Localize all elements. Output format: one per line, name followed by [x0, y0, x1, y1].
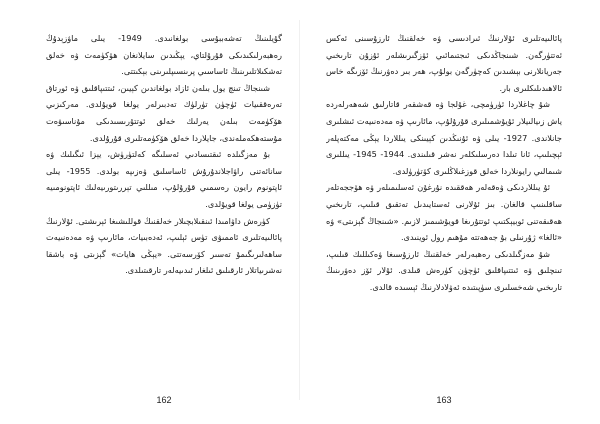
- paragraph: پائالىيەتلىرى ئۇلارنىڭ ئىرادىسى ۋە خەلقنىڭ ئارزۇسىنى ئەكس ئەتتۈرگەن. شىنجاڭدىكى ئىجتىمائىي ئۆزگىرىشلەر ئۇزۇن تارىخىي جەريانلارنى بېشىدىن كەچۈرگەن بولۇپ، ھەر بىر دەۋرنىڭ ئۆزىگە خاس ئالاھىدىلىكلىرى بار.: [326, 33, 562, 93]
- left-page-number: 162: [156, 395, 172, 405]
- paragraph: ئۇ يىللاردىكى ۋەقەلەر ھەققىدە نۇرغۇن ئەسلىمىلەر ۋە ھۆججەتلەر ساقلىنىپ قالغان. بىز ئۇلارنى ئەستايىدىل تەتقىق قىلىپ، تارىخىي ھەقىقەتنى ئوبيېكتىپ ئوتتۇرىغا قويۇشىمىز لازىم. «شىنجاڭ گېزىتى» ۋە «ئالغا» ژۇرنىلى بۇ جەھەتتە مۇھىم رول ئوينىدى.: [326, 182, 562, 243]
- paragraph: كۈرەش داۋامىدا ئىنقىلابچىلار خەلقنىڭ قوللىشىغا ئېرىشتى. ئۇلارنىڭ پائالىيەتلىرى ئاممىۋى تۈس ئېلىپ، ئەدەبىيات، مائارىپ ۋە مەدەنىيەت ساھەلىرىگىمۇ تەسىر كۆرسەتتى. «يېڭى ھايات» گېزىتى ۋە باشقا نەشرىياتلار ئارقىلىق ئىلغار ئىدىيەلەر تارقىتىلدى.: [46, 215, 282, 276]
- right-page-text: [326, 30, 562, 382]
- paragraph: شۇ چاغلاردا ئۈرۈمچى، غۇلجا ۋە قەشقەر قاتارلىق شەھەرلەردە ياش زىيالىيلار ئۇيۇشمىلىرى قۇرۇلۇپ، مائارىپ ۋە مەدەنىيەت ئىشلىرى جانلاندى. 1927- يىلى ۋە ئۇنىڭدىن كېيىنكى يىللاردا يېڭى مەكتەپلەر ئېچىلىپ، ئانا تىلدا دەرسلىكلەر نەشر قىلىندى. 1944- 1945- يىللىرى شىمالىي رايونلاردا خەلق قوزغىلاڭلىرى كۆتۈرۈلدى.: [326, 99, 562, 176]
- page-gutter: [299, 20, 300, 400]
- paragraph: شۇ مەزگىلدىكى رەھبەرلەر خەلقنىڭ ئارزۇسىغا ۋەكىللىك قىلىپ، تىنچلىق ۋە ئىتتىپاقلىق ئۈچۈن كۈرەش قىلدى. ئۇلار ئۆز دەۋرىنىڭ تارىخىي شەخسلىرى سۈپىتىدە ئەۋلادلارنىڭ ئېسىدە قالدى.: [326, 248, 562, 292]
- right-page-number: 163: [436, 395, 452, 405]
- paragraph: شىنجاڭ تىنچ يول بىلەن ئازاد بولغاندىن كېيىن، ئىتتىپاقلىق ۋە ئورتاق تەرەققىيات ئۈچۈن تۈرلۈك تەدبىرلەر يولغا قويۇلدى. مەركىزىي ھۆكۈمەت بىلەن يەرلىك خەلق ئوتتۇرىسىدىكى مۇناسىۋەت مۇستەھكەملەندى، جايلاردا خەلق ھۆكۈمەتلىرى قۇرۇلدى.: [46, 82, 282, 143]
- paragraph: گۇيلىنىڭ تەشەببۇسى بولغانىدى. 1949- يىلى ماۋزېدۇڭ رەھبەرلىكىدىكى قۇرۇلتاي، يېڭىدىن سايلانغان ھۆكۈمەت ۋە خەلق تەشكىلاتلىرىنىڭ ئاساسىي پرىنسىپلىرىنى بېكىتتى.: [46, 33, 282, 77]
- left-page-text: [46, 30, 282, 382]
- paragraph: بۇ مەزگىلدە ئىقتىسادىي ئەسلىگە كەلتۈرۈش، يېزا ئىگىلىك ۋە سانائەتنى راۋاجلاندۇرۇش ئاساسلىق ۋەزىپە بولدى. 1955- يىلى ئاپتونوم رايون رەسمىي قۇرۇلۇپ، مىللىي تېررىتورىيەلىك ئاپتونومىيە تۈزۈمى يولغا قويۇلدى.: [46, 149, 282, 209]
